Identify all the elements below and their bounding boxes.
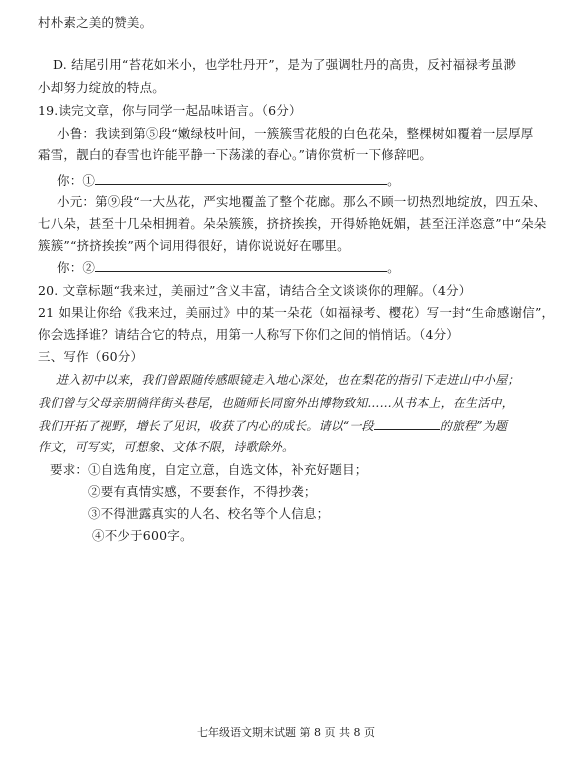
text-line: 小却努力绽放的特点。 (38, 80, 166, 95)
answer-blank-2: 你：② 。 (57, 260, 400, 275)
section-writing: 三、写作（60分） (38, 349, 144, 364)
text-line: 你会选择谁？请结合它的特点，用第一人称写下你们之间的悄悄话。（4分） (38, 327, 460, 342)
option-d: D. 结尾引用“苔花如米小，也学牡丹开”，是为了强调牡丹的高贵，反衬福禄考虽渺 (53, 57, 517, 72)
prompt-line: 我们开拓了视野，增长了见识，收获了内心的成长。请以“一段 的旅程”为题 (38, 419, 508, 433)
answer-line-2[interactable] (95, 259, 387, 272)
text-line: 小元：第⑨段“一大丛花，严实地覆盖了整个花廊。那么不顾一切热烈地绽放，四五朵、 (57, 194, 547, 209)
text-line: 霜雪，靓白的春雪也许能平静一下荡漾的春心。”请你赏析一下修辞吧。 (38, 147, 433, 162)
question-19: 19.读完文章，你与同学一起品味语言。（6分） (38, 103, 302, 118)
answer-blank-1: 你：① 。 (57, 173, 400, 188)
prompt-line: 作文，可写实，可想象、文体不限，诗歌除外。 (38, 440, 295, 454)
title-blank[interactable] (374, 417, 440, 430)
text-line: 小鲁：我读到第⑤段“嫩绿枝叶间，一簇簇雪花般的白色花朵，整棵树如覆着一层厚厚 (57, 126, 534, 141)
text-line: 村朴素之美的赞美。 (38, 15, 153, 30)
text-line: 七八朵，甚至十几朵相拥着。朵朵簇簇，挤挤挨挨，开得娇艳妩媚，甚至汪洋恣意”中“朵朵 (38, 216, 547, 231)
prompt-line: 进入初中以来，我们曾跟随传感眼镜走入地心深处，也在梨花的指引下走进山中小屋； (56, 373, 520, 387)
requirement-item: ②要有真情实感，不要套作，不得抄袭； (88, 484, 317, 499)
requirement-item: ③不得泄露真实的人名、校名等个人信息； (88, 506, 330, 521)
text-line: 簇簇”“挤挤挨挨”两个词用得很好，请你说说好在哪里。 (38, 238, 350, 253)
requirement-item: ④不少于600字。 (92, 528, 193, 543)
question-21: 21 如果让你给《我来过，美丽过》中的某一朵花（如福禄考、樱花）写一封“生命感谢信”， (38, 305, 555, 320)
answer-line-1[interactable] (95, 172, 387, 185)
question-20: 20. 文章标题“我来过，美丽过”含义丰富，请结合全文谈谈你的理解。（4分） (38, 283, 472, 298)
requirements: 要求：①自选角度，自定立意，自选文体，补充好题目； (50, 462, 368, 477)
page-footer: 七年级语文期末试题 第 8 页 共 8 页 (197, 726, 375, 739)
prompt-line: 我们曾与父母亲朋徜徉街头巷尾，也随师长同窗外出博物致知……从书本上，在生活中， (38, 396, 514, 410)
